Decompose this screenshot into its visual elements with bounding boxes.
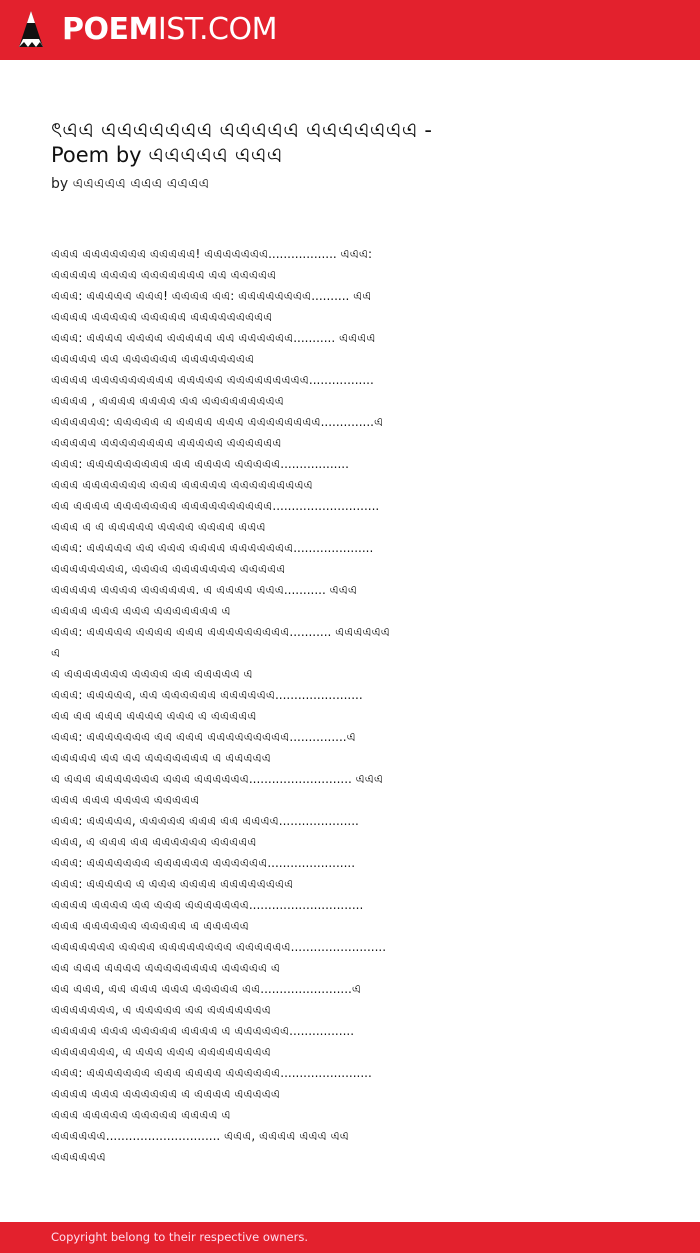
author-line: by এএএএএ এএএ এএএএ	[51, 176, 210, 192]
copyright-text: Copyright belong to their respective owners.	[51, 1230, 309, 1244]
poem-title: ৎএএ এএএএএএএ এএএএএ এএএএএএএ - Poem by এএএএএ এএএ	[51, 118, 432, 167]
site-logo-text[interactable]	[62, 12, 277, 48]
brand-light: IST.COM	[157, 12, 277, 47]
brand-bold: POEM	[62, 12, 158, 47]
site-footer	[0, 1222, 700, 1253]
pencil-logo-icon[interactable]	[17, 9, 45, 51]
poem-body: এএএ এএএএএএএ এএএএএ! এএএএএএএ.................. এএএ: এএএএএ এএএএ এএএএএএএ এএ এএএএএ এএএ: এএএএএ এএএ! এএএএ এএ: এএএএএএএএ.......... এএ এএএএ এএএএএ এএএএএ এএএএএএএএএ এএএ: এএএএ এএএএ এএএএএ এএ এএএএএএ........... এএএএ এএএএএ এএ এএএএএএ এএএএএএএএ এএএএ এএএএএএএএএ এএএএএ এএএএএএএএএ................. এএএএ , এএএএ এএএএ এএ এএএএএএএএএ এএএএএএ: এএএএএ এ এএএএ এএএ এএএএএএএএ..............এ এএএএএ এএএএএএএএ এএএএএ এএএএএএ এএএ: এএএএএএএএএ এএ এএএএ এএএএএ.................. এএএ এএএএএএএ এএএ এএএএএ এএএএএএএএএ এএ এএএএ এএএএএএএ এএএএএএএএএএ............................ এএএ এ এ এএএএএ এএএএ এএএএ এএএ এএএ: এএএএএ এএ এএএ এএএএ এএএএএএএ..................... এএএএএএএএ, এএএএ এএএএএএএ এএএএএ এএএএএ এএএএ এএএএএএ. এ এএএএ এএএ........... এএএ এএএএ এএএ এএএ এএএএএএএ এ এএএ: এএএএএ এএএএ এএএ এএএএএএএএএ........... এএএএএএএ এ এএএএএএএ এএএএ এএ এএএএএ এ এএএ: এএএএএ, এএ এএএএএএ এএএএএএ....................... এএ এএ এএএ এএএএ এএএ এ এএএএএ এএএ: এএএএএএএ এএ এএএ এএএএএএএএএ...............এ এএএএএ এএ এএ এএএএএএএ এ এএএএএ এ এএএ এএএএএএএ এএএ এএএএএএ........................... এএএ এএএ এএএ এএএএ এএএএএ এএএ: এএএএএ, এএএএএ এএএ এএ এএএএ..................... এএএ, এ এএএ এএ এএএএএএ এএএএএ এএএ: এএএএএএএ এএএএএএ এএএএএএ....................... এএএ: এএএএএ এ এএএ এএএএ এএএএএএএএ এএএএ এএএএ এএ এএএ এএএএএএএ.............................. এএএ এএএএএএ এএএএএ এ এএএএএ এএএএএএএ এএএএ এএএএএএএএ এএএএএএ......................... এএ এএএ এএএএ এএএএএএএএ এএএএএ এ এএ এএএ, এএ এএএ এএএ এএএএএ এএ........................এ এএএএএএএ, এ এএএএএ এএ এএএএএএএ এএএএএ এএএ এএএএএ এএএএ এ এএএএএএ................. এএএএএএএ, এ এএএ এএএ এএএএএএএএ এএএ: এএএএএএএ এএএ এএএএ এএএএএএ........................ এএএএ এএএ এএএএএএ এ এএএএ এএএএএ এএএ এএএএএ এএএএএ এএএএ এ এএএএএএ.............................. এএএ, এএএএ এএএ এএ এএএএএএ	[51, 247, 390, 1164]
site-header	[0, 0, 700, 60]
